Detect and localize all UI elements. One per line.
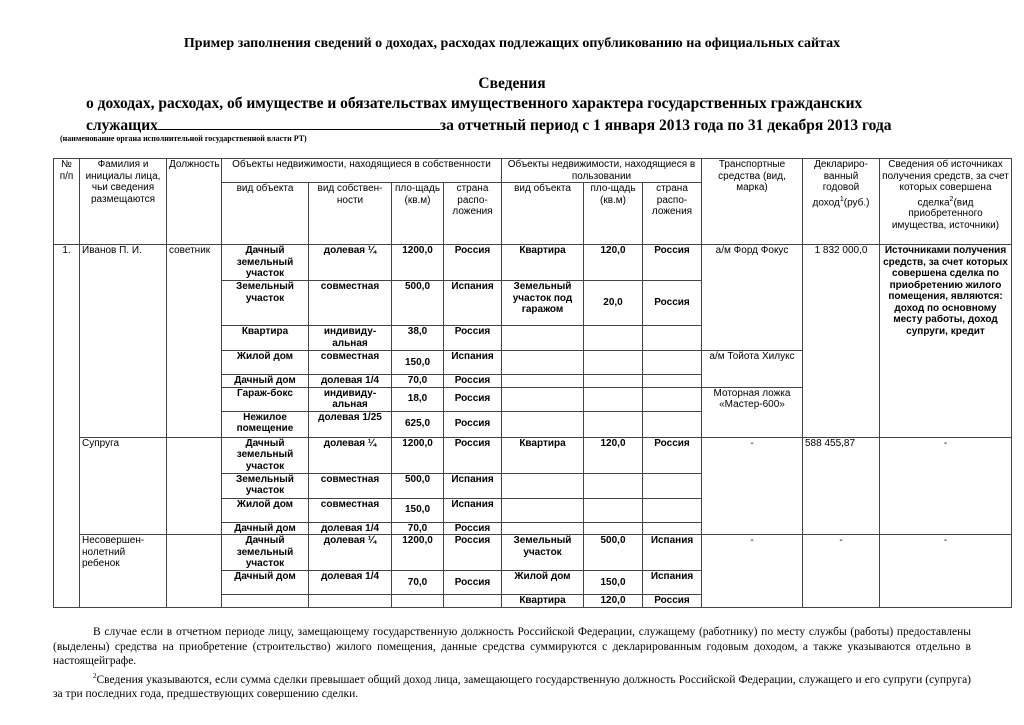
title-period: за отчетный период с 1 января 2013 года по 31 декабря 2013 года (439, 117, 892, 134)
used-type-empty (502, 351, 584, 375)
header-used-property: Объекты недвижимости, находящиеся в пользовании (502, 159, 702, 183)
document-subtitle: Сведения (478, 75, 546, 92)
owned-type: Земельный участок (222, 473, 309, 498)
used-area: 20,0 (584, 281, 643, 326)
owned-area: 150,0 (392, 351, 444, 375)
used-type-empty (502, 387, 584, 411)
used-type: Квартира (502, 245, 584, 281)
owned-country: Россия (444, 245, 502, 281)
owned-country: Россия (444, 437, 502, 473)
owned-type: Дачный дом (222, 375, 309, 388)
vehicle-cell: Моторная ложка «Мастер-600» (702, 387, 803, 437)
sources-cell: Источниками получения средств, за счет которых совершена сделка по приобретению жилого помещения, являются: доход по основному месту работы, доход супруги, кредит (880, 245, 1012, 438)
person-position: советник (167, 245, 222, 438)
owned-type: Земельный участок (222, 281, 309, 326)
owned-area: 1200,0 (392, 245, 444, 281)
owned-ownership: долевая ¼ (309, 535, 392, 571)
owned-type-empty (222, 595, 309, 608)
header-used-area: пло-щадь (кв.м) (584, 183, 643, 245)
income-cell: - (803, 535, 880, 608)
owned-country: Испания (444, 351, 502, 375)
table-row (54, 437, 1012, 473)
owned-ownership: индивиду-альная (309, 387, 392, 411)
owned-country: Испания (444, 281, 502, 326)
owned-type: Жилой дом (222, 498, 309, 522)
used-area-empty (584, 351, 643, 375)
footnote-1: В случае если в отчетном периоде лицу, замещающему государственную должность Российской Федерации, служащему (работнику) по месту службы (работы) предоставлены (выделены) средства на приобретение (строительство) жилого помещения, данные средства суммируются с декларированным годовым доходом, а также указываются отдельно в настоящейграфе. (53, 626, 971, 667)
owned-area: 1200,0 (392, 437, 444, 473)
owned-type: Дачный дом (222, 522, 309, 535)
used-type-empty (502, 473, 584, 498)
header-owned-area: пло-щадь (кв.м) (392, 183, 444, 245)
table-row (54, 245, 1012, 281)
owned-area: 70,0 (392, 375, 444, 388)
title-prefix: служащих (86, 117, 158, 134)
person-name: Несовершен-нолетний ребенок (80, 535, 167, 608)
owned-area: 1200,0 (392, 535, 444, 571)
blank-fill-line (158, 115, 440, 130)
owned-area: 500,0 (392, 473, 444, 498)
header-owned-ownership: вид собствен-ности (309, 183, 392, 245)
used-area-empty (584, 498, 643, 522)
used-type: Земельный участок (502, 535, 584, 571)
used-country-empty (643, 375, 702, 388)
footnote-2-mark: 2 (93, 671, 97, 680)
owned-country: Россия (444, 387, 502, 411)
vehicle-cell: - (702, 535, 803, 608)
used-area-empty (584, 375, 643, 388)
used-area-empty (584, 387, 643, 411)
owned-area: 38,0 (392, 326, 444, 351)
used-area-empty (584, 326, 643, 351)
used-type: Квартира (502, 595, 584, 608)
used-area: 120,0 (584, 245, 643, 281)
owned-country: Россия (444, 535, 502, 571)
owned-ownership: долевая ¼ (309, 245, 392, 281)
used-country-empty (643, 522, 702, 535)
used-type: Квартира (502, 437, 584, 473)
declaration-table (53, 158, 1012, 608)
owned-country: Россия (444, 326, 502, 351)
used-country: Испания (643, 535, 702, 571)
header-owned-country: страна распо-ложения (444, 183, 502, 245)
header-num: № п/п (54, 159, 80, 245)
vehicle-cell: а/м Тойота Хилукс (702, 351, 803, 388)
used-type-empty (502, 522, 584, 535)
owned-area: 500,0 (392, 281, 444, 326)
header-row-1 (54, 159, 1012, 183)
header-vehicles: Транспортные средства (вид, марка) (702, 159, 803, 245)
footnote-2-text: Сведения указываются, если сумма сделки превышает общий доход лица, замещающего государственную должность Российской Федерации, служащего и его супруги (супруга) за три последних года, предшествующих совершению сделки. (53, 673, 971, 700)
owned-area-empty (392, 595, 444, 608)
used-country: Россия (643, 595, 702, 608)
owned-ownership: долевая 1/4 (309, 375, 392, 388)
owned-type: Дачный земельный участок (222, 535, 309, 571)
owned-type: Нежилое помещение (222, 411, 309, 437)
owned-ownership-empty (309, 595, 392, 608)
owned-area: 625,0 (392, 411, 444, 437)
used-country: Испания (643, 571, 702, 595)
used-country-empty (643, 326, 702, 351)
used-country: Россия (643, 245, 702, 281)
used-area: 500,0 (584, 535, 643, 571)
sources-cell: - (880, 437, 1012, 535)
owned-area: 70,0 (392, 571, 444, 595)
document-title-line-1: о доходах, расходах, об имуществе и обязательствах имущественного характера государственных гражданских (86, 95, 863, 112)
owned-country: Испания (444, 498, 502, 522)
used-area-empty (584, 522, 643, 535)
owned-area: 70,0 (392, 522, 444, 535)
header-owned-property: Объекты недвижимости, находящиеся в собственности (222, 159, 502, 183)
used-country-empty (643, 351, 702, 375)
used-area-empty (584, 473, 643, 498)
used-type-empty (502, 326, 584, 351)
owned-ownership: совместная (309, 351, 392, 375)
row-number: 1. (54, 245, 80, 608)
owned-ownership: долевая 1/25 (309, 411, 392, 437)
income-cell: 588 455,87 (803, 437, 880, 535)
used-area-empty (584, 411, 643, 437)
header-used-type: вид объекта (502, 183, 584, 245)
used-country-empty (643, 498, 702, 522)
person-position-empty (167, 437, 222, 535)
income-cell: 1 832 000,0 (803, 245, 880, 438)
header-owned-type: вид объекта (222, 183, 309, 245)
used-type: Земельный участок под гаражом (502, 281, 584, 326)
sources-cell: - (880, 535, 1012, 608)
owned-type: Жилой дом (222, 351, 309, 375)
used-country-empty (643, 411, 702, 437)
owned-type: Дачный земельный участок (222, 245, 309, 281)
owned-country: Россия (444, 522, 502, 535)
owned-ownership: совместная (309, 498, 392, 522)
owned-country: Россия (444, 571, 502, 595)
owned-type: Дачный дом (222, 571, 309, 595)
owned-type: Квартира (222, 326, 309, 351)
header-sources: Сведения об источниках получения средств, за счет которых совершена сделка$^2$(вид приобретенного имущества, источники) (880, 159, 1012, 245)
footnotes (53, 625, 971, 701)
owned-type: Гараж-бокс (222, 387, 309, 411)
used-type-empty (502, 411, 584, 437)
used-type: Жилой дом (502, 571, 584, 595)
owned-country-empty (444, 595, 502, 608)
owned-type: Дачный земельный участок (222, 437, 309, 473)
used-area: 120,0 (584, 437, 643, 473)
person-position-empty (167, 535, 222, 608)
footnote-2 (53, 669, 971, 702)
person-name: Супруга (80, 437, 167, 535)
owned-area: 150,0 (392, 498, 444, 522)
owned-ownership: совместная (309, 473, 392, 498)
header-name: Фамилия и инициалы лица, чьи сведения размещаются (80, 159, 167, 245)
used-country: Россия (643, 281, 702, 326)
owned-country: Россия (444, 375, 502, 388)
header-income: Деклариро-ванный годовой доход$^1$(руб.) (803, 159, 880, 245)
vehicle-cell: а/м Форд Фокус (702, 245, 803, 351)
page-heading: Пример заполнения сведений о доходах, расходах подлежащих опубликованию на официальных сайтах (183, 36, 841, 51)
person-name: Иванов П. И. (80, 245, 167, 438)
vehicle-cell: - (702, 437, 803, 535)
owned-ownership: индивиду-альная (309, 326, 392, 351)
owned-country: Россия (444, 411, 502, 437)
owned-ownership: совместная (309, 281, 392, 326)
used-country-empty (643, 387, 702, 411)
used-country-empty (643, 473, 702, 498)
org-name-caption: (наименование органа исполнительной государственной власти РТ) (60, 134, 307, 143)
header-position: Должность (167, 159, 222, 245)
owned-ownership: долевая 1/4 (309, 522, 392, 535)
owned-country: Испания (444, 473, 502, 498)
used-type-empty (502, 498, 584, 522)
used-area: 150,0 (584, 571, 643, 595)
table-row (54, 535, 1012, 571)
used-area: 120,0 (584, 595, 643, 608)
owned-area: 18,0 (392, 387, 444, 411)
owned-ownership: долевая ¼ (309, 437, 392, 473)
used-type-empty (502, 375, 584, 388)
used-country: Россия (643, 437, 702, 473)
header-used-country: страна распо-ложения (643, 183, 702, 245)
document-title-line-2 (86, 115, 892, 135)
owned-ownership: долевая 1/4 (309, 571, 392, 595)
